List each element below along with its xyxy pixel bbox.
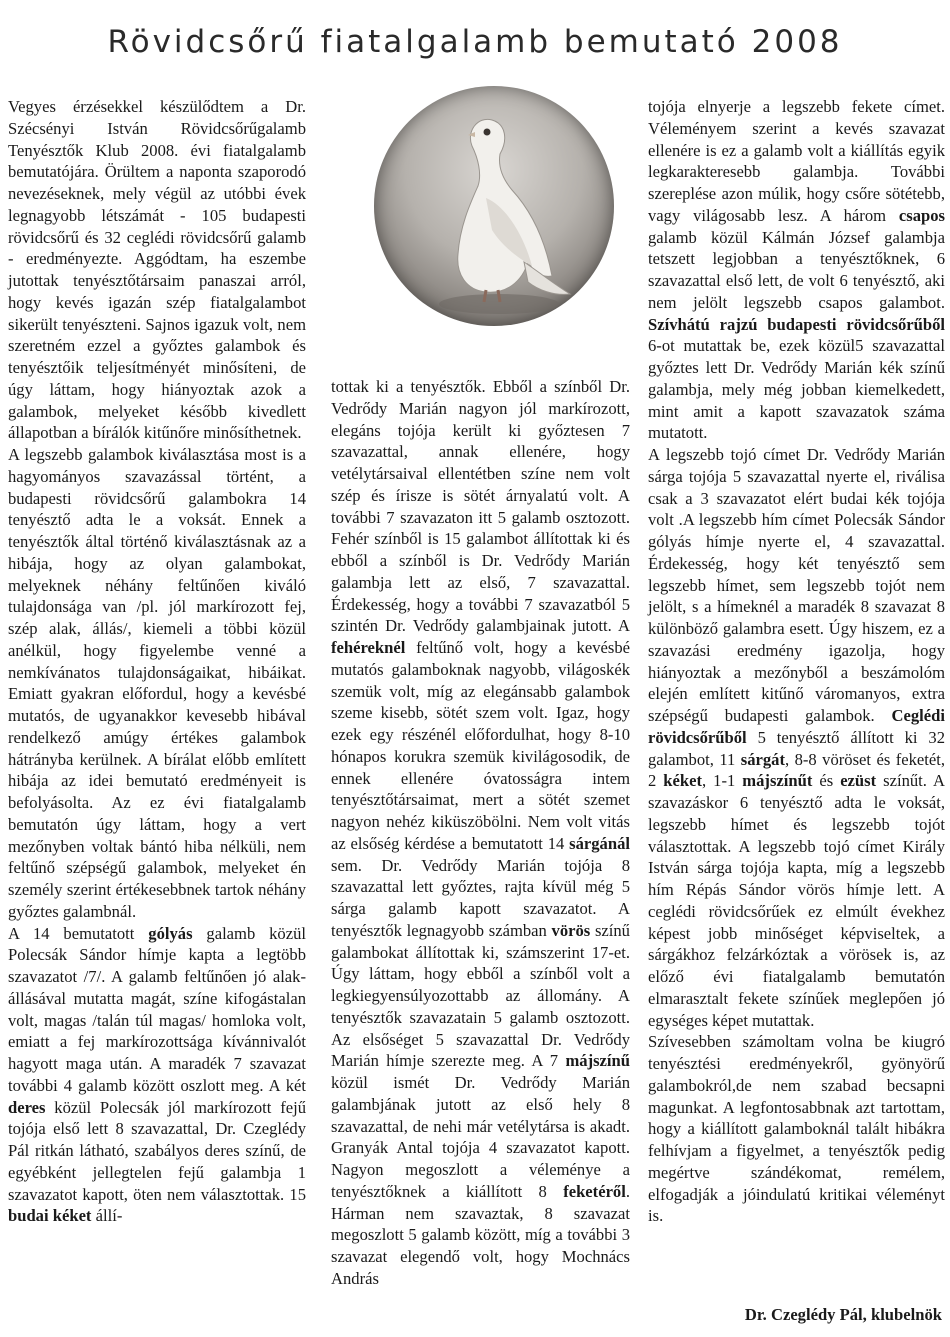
paragraph: A legszebb tojó címet Dr. Vedrődy Marián sárga tojója 5 szavazattal nyerte el, riválisa csak a 3 szavazatot elért budai kék tojója volt .A legszebb hím címet Polecsák Sándor gólyás hímje nyerte el, 4 szavazattal. Érdekesség, hogy két tenyésztő sem legszebb hímet, sem legszebb tojót nem jelölt, s a hímeknél a maradék 8 szavazat 8 különböző galambra esett. Úgy hiszem, ez a szavazási eredmény igazolja, hogy hiányoztak a mezőnyből a beszámolóm elején említett kitűnő váromanyos, extra szépségű budapesti galambok. Ceglédi rövidcsőrűből 5 tenyésztő állított ki 32 galambot, 11 sárgát, 8-8 vöröset és feketét, 2 kéket, 1-1 májszínűt és ezüst színűt. A szavazáskor 6 tenyésztő adta le voksát, legszebb hímet és legszebb tojót választottak. A legszebb tojó címet Király István sárga tojója kapta, míg a legszebb hím Répás Sándor vörös hímje lett. A ceglédi rövidcsőrűek ez elmúlt évekhez képest jobb minőséget képviseltek, a sárgákhoz felzárkóztak a vörösek is, az előző évi fiatalgalamb bemutatón elmarasztalt fekete színűek meglepően jó egységes képet mutattak. [648, 445, 946, 1030]
article-column-1 [8, 96, 306, 1227]
paragraph: A 14 bemutatott gólyás galamb közül Polecsák Sándor hímje kapta a legtöbb szavazatot /7/. A galamb feltűnően jó alak-állásával mutatta magát, színe kifogástalan volt, magas /talán túl magas/ homloka volt, emiatt a fej markírozottsága kívánnivalót hagyott maga után. A maradék 7 szavazat további 4 galamb között oszlott meg. A két deres közül Polecsák jól markírozott fejű tojója első lett 8 szavazattal, Dr. Czeglédy Pál ritkán látható, szabályos deres színű, de egyébként jellegtelen fejű galambja 1 szavazatot kapott, öten nem választottak. 15 budai kéket állí- [8, 923, 306, 1226]
paragraph: tojója elnyerje a legszebb fekete címet. Véleményem szerint a kevés szavazat ellenére is ez a galamb volt a kiállítás egyik legkarakteresebb galambja. További szereplése azon múlik, hogy csőre sötétebb, vagy világosabb lesz. A három csapos galamb közül Kálmán József galambja tetszett legjobban a tenyésztőknek, 6 szavazattal első lett, de volt 6 tenyésztő, aki nem jelölt legszebb csapos galambot. Szívhátú rajzú budapesti rövidcsőrűből 6-ot mutattak be, ezek közül5 szavazattal győztes lett Dr. Vedrődy Marián kék színű galambja, mely még jobban kiemelkedett, mint amit a kapott szavazatok száma mutatott. [648, 97, 945, 443]
paragraph: A legszebb galambok kiválasztása most is a hagyományos szavazással történt, a budapesti rövidcsőrű galambokra 14 tenyésztő adta le a voksát. Ennek a tenyésztők által történő kiválasztásnak az a hibája, hogy az olyan galambokat, melyeknek néhány feltűnően kiváló tulajdonsága van /pl. jól markírozott fej, szép alak, állás/, kiemeli a többi közül anélkül, hogy figyelembe venné a nemkívánatos tulajdonságaikat, hibáikat. Emiatt gyakran előfordul, hogy a kevésbé mutatós, de ugyanakkor kevesebb hibával rendelkező amúgy értékes galambok hátrányba kerülnek. A bírálat előbb említett hibája az idei bemutató eredményeit is befolyásolta. Az ez évi fiatalgalamb bemutatón úgy láttam, hogy a vert mezőnyben voltak bántó hiba nélküli, nem feltűnő szépségű galambok, melyeket én személy szerint értékesebbnek tartok néhány győztes galambnál. [8, 445, 306, 921]
author-signature: Dr. Czeglédy Pál, klubelnök [744, 1305, 942, 1324]
article-column-2 [331, 376, 630, 1290]
paragraph: Vegyes érzésekkel készülődtem a Dr. Szécsényi István Rövidcsőrűgalamb Tenyésztők Klub 2008. évi fiatalgalamb bemutatójára. Örültem a naponta szaporodó nevezéseknek, mely végül az utóbbi évek legnagyobb létszámát - 105 budapesti rövidcsőrű és 32 ceglédi rövidcsőrű galamb - eredményezte. Aggódtam, ha eszembe jutottak tenyésztőtársaim panaszai arról, hogy kevés igazán szép fiatalgalambot sikerült tenyészteni. Sajnos igazuk volt, nem szeretném ezzel a győztes galambok és tenyésztőik teljesítményét minősíteni, de úgy láttam, hogy hiányoztak azok a galambok, melyeket később kivedlett állapotban a bírálók kitűnőre minősíthetnek. [8, 97, 306, 443]
paragraph: tottak ki a tenyésztők. Ebből a színből Dr. Vedrődy Marián nagyon jól markírozott, elegáns tojója került ki győztesen 7 szavazattal, annak ellenére, hogy vetélytársaival ellentétben színe nem volt szép és írisze is sötét árnyalatú volt. A további 7 szavazaton itt 5 galamb osztozott. Fehér színből is 15 galambot állítottak ki és ebből a színből is Dr. Vedrődy Marián galambja lett az első, 7 szavazattal. Érdekesség, hogy a további 7 szavazatból 5 szintén Dr. Vedrődy galambjainak jutott. A fehéreknél feltűnő volt, hogy a kevésbé mutatós galamboknak nagyobb, világoskék szemük volt, míg az elegánsabb galambok szeme kisebb, sötét szem volt. Igaz, hogy ezek egy részénél előfordulhat, hogy 8-10 hónapos korukra szemük kivilágosodik, de ennek ellenére óvatosságra intem tenyésztőtársaimat, mert a sötét szemet nagyon nehéz kiküszöbölni. Nem volt vitás az elsőség kérdése a bemutatott 14 sárgánál sem. Dr. Vedrődy Marián tojója 8 szavazattal lett győztes, rajta kívül még 5 sárga galamb kapott szavazatot. A tenyésztők legnagyobb számban vörös színű galambokat állítottak ki, számszerint 17-et. Úgy láttam, hogy ebből a színből volt a legkiegyensúlyozottabb az állomány. A tenyésztők szavazatain 5 galamb osztozott. Az elsőséget 5 szavazattal Dr. Vedrődy Marián hímje szerezte meg. A 7 májszínű közül ismét Dr. Vedrődy Marián galambjának jutott az első hely 8 szavazattal, de nehi már vetélytársa is akadt. Granyák Antal tojója 4 szavazatot kapott. Nagyon megoszlott a véleménye a tenyésztőknek a kiállított 8 feketéről. Hárman nem szavaztak, 8 szavazat megoszlott 5 galamb között, míg a további 3 szavazat elegendő volt, hogy Mochnács András [331, 377, 630, 1288]
pigeon-photo [374, 86, 614, 326]
article-column-3 [648, 96, 945, 1227]
pigeon-icon [374, 86, 614, 326]
page-title: Rövidcsőrű fiatalgalamb bemutató 2008 [107, 24, 843, 60]
paragraph: Szívesebben számoltam volna be kiugró tenyésztési eredményekről, gyönyörű galambokról,de nem szabad becsapni magunkat. A legfontosabbnak azt tartottam, hogy a kiállított galamboknál talált hibákra felhívjam a figyelmet, a tenyésztők pedig megértve szándékomat, remélem, elfogadják a jóindulatú kritikai véleményt is. [648, 1032, 945, 1226]
